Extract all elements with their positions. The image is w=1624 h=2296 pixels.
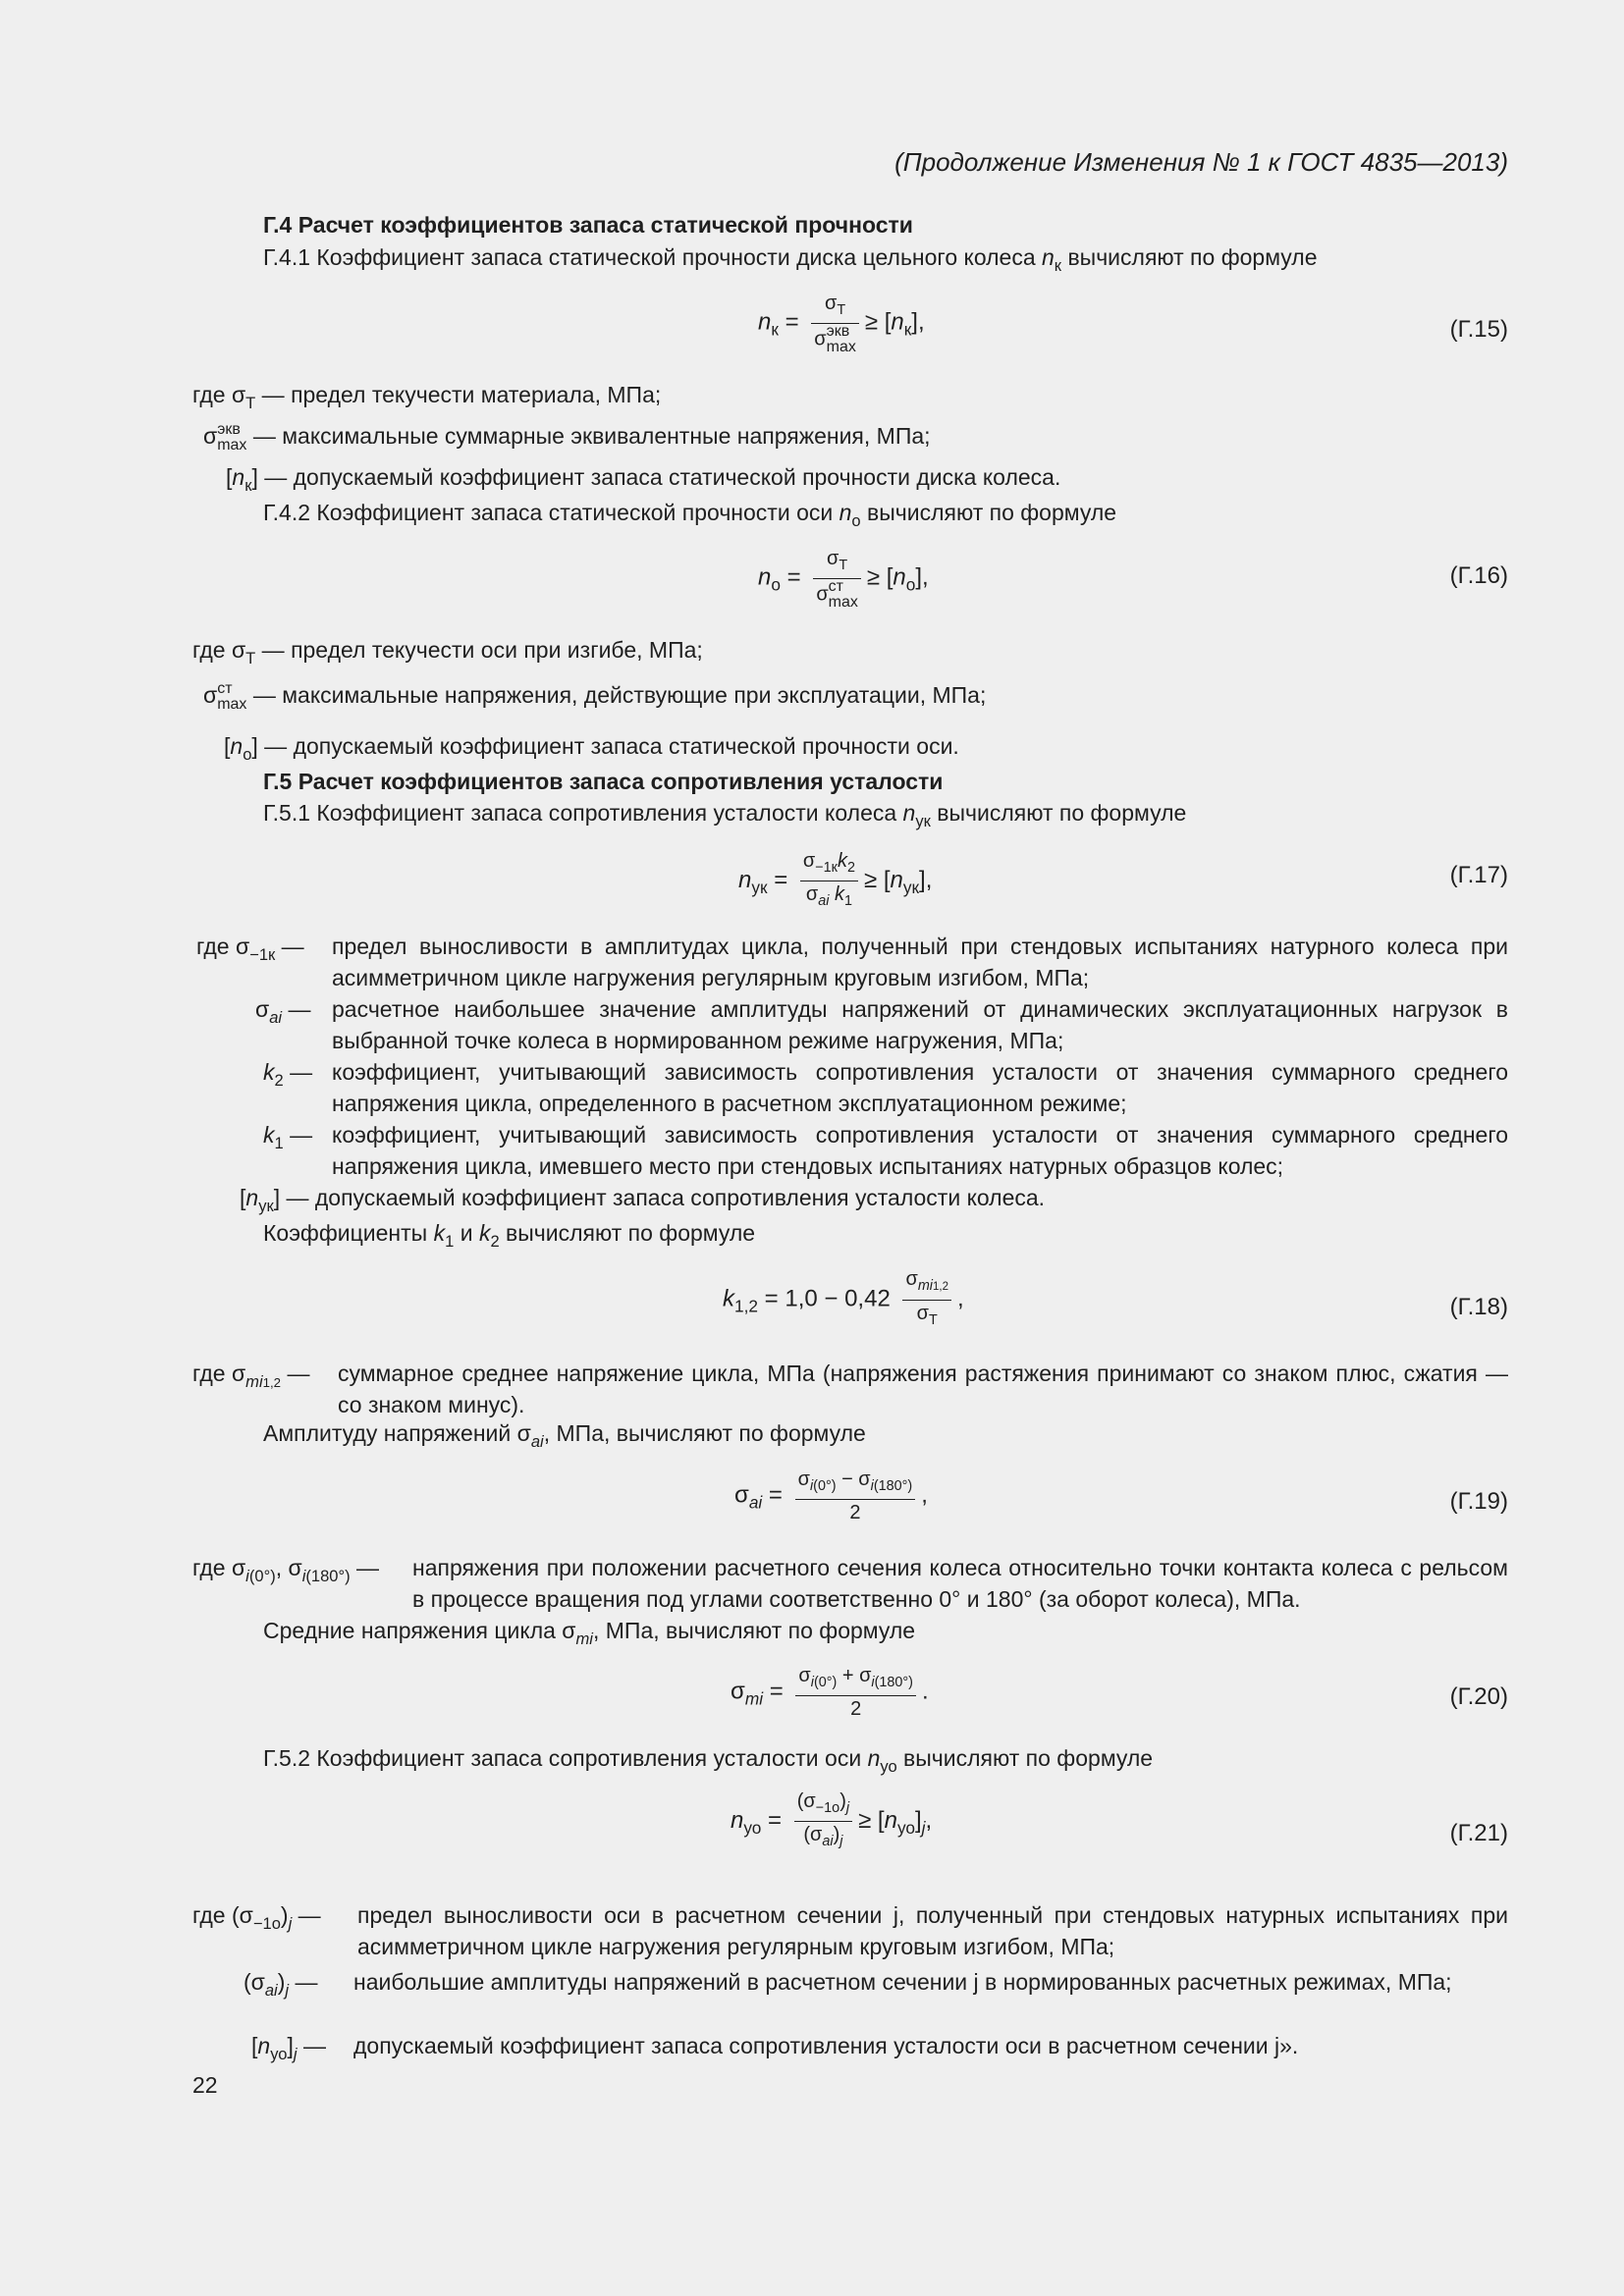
definition-sigma-ai: расчетное наибольшее значение амплитуды напряжений от динамических эксплуатационных нагрузок в выбранной точке колеса в нормированном режиме нагружения, МПа; [332,996,1508,1053]
definition-sigma-ai-j-label: $(\sigma_{ai})_j$ — [244,1969,318,2000]
definition-sigma-max-st: σ ст max — максимальные напряжения, действующие при эксплуатации, МПа; [203,679,987,713]
definition-nyo-label: $[n_{уо}]_j$ — [251,2033,326,2063]
equation-number-g16: (Г.16) [1449,562,1508,589]
paragraph-g52: Г.5.2 Коэффициент запаса сопротивления усталости оси $n_{уо}$ вычисляют по формуле [263,1745,1154,1776]
paragraph-mean-stress: Средние напряжения цикла $\sigma_{mi}$, МПа, вычисляют по формуле [263,1618,916,1648]
definition-sigma-ai-j: наибольшие амплитуды напряжений в расчетном сечении j в нормированных расчетных режимах, МПа; [353,1969,1452,1995]
equation-number-g18: (Г.18) [1449,1294,1508,1320]
definition-k1-label: $k_1$ — [263,1122,313,1152]
formula-g21: $n_{уо}$ = $\frac{(\sigma_{-1о})_j}{(\sigma_{ai})_j}$ ≥ $[n_{уо}]_j$, [731,1790,933,1850]
definition-nyo: допускаемый коэффициент запаса сопротивления усталости оси в расчетном сечении j». [353,2033,1299,2058]
section-g5-heading: Г.5 Расчет коэффициентов запаса сопротивления усталости [263,769,944,794]
definition-sigma-i: напряжения при положении расчетного сечения колеса относительно точки контакта колеса с рельсом в процессе вращения под углами соответственно 0° и 180° (за оборот колеса), МПа. [412,1555,1508,1612]
equation-number-g20: (Г.20) [1449,1683,1508,1710]
definition-sigma-t-axle: где $\sigma_Т$ — предел текучести оси при изгибе, МПа; [192,637,703,667]
section-g4-heading: Г.4 Расчет коэффициентов запаса статической прочности [263,212,913,238]
formula-g15: $n_к$ = $\sigma_Т$ σ экв max ≥ $[n_к]$, [758,293,925,356]
paragraph-g42: Г.4.2 Коэффициент запаса статической прочности оси $n_о$ вычисляют по формуле [263,500,1117,530]
definition-sigma-i-label: где $\sigma_{i(0^\circ)}$, $\sigma_{i(180^\circ)}$ — [192,1555,380,1585]
paragraph-g41: Г.4.1 Коэффициент запаса статической прочности диска цельного колеса $n_к$ вычисляют по формуле [263,244,1318,275]
formula-g19: $\sigma_{ai}$ = $\frac{\sigma_{i(0^\circ)} - \sigma_{i(180^\circ)}}{2}$ , [734,1468,928,1524]
page-number: 22 [192,2072,218,2098]
equation-number-g19: (Г.19) [1449,1488,1508,1515]
definition-nk: $[n_к]$ — допускаемый коэффициент запаса статической прочности диска колеса. [226,464,1061,495]
definition-sigma-t: где $\sigma_Т$ — предел текучести материала, МПа; [192,382,662,412]
definition-nuk: $[n_{ук}]$ — допускаемый коэффициент запаса сопротивления усталости колеса. [240,1185,1046,1215]
formula-g18: $k_{1,2} = 1,0 - 0,42$ $\frac{\sigma_{mi1,2}}{\sigma_Т}$ , [723,1268,964,1329]
equation-number-g15: (Г.15) [1449,316,1508,343]
page-header: (Продолжение Изменения № 1 к ГОСТ 4835—2013) [894,147,1508,177]
definition-sigma-mi: суммарное среднее напряжение цикла, МПа (напряжения растяжения принимают со знаком плюс, сжатия — со знаком минус). [338,1361,1508,1417]
formula-g17: $n_{ук}$ = $\frac{\sigma_{-1к}k_2}{\sigma_{ai} k_1}$ ≥ $[n_{ук}]$, [738,850,933,910]
definition-sigma-1k-label: где $\sigma_{-1к}$ — [196,934,304,964]
paragraph-k-coefficients: Коэффициенты $k_1$ и $k_2$ вычисляют по формуле [263,1220,756,1251]
definition-sigma-1o: предел выносливости оси в расчетном сечении j, полученный при стендовых натурных испытаниях при асимметричном цикле нагружения регулярным круговым изгибом, МПа; [357,1902,1508,1959]
definition-sigma-ai-label: $\sigma_{ai}$ — [255,996,311,1027]
paragraph-g51: Г.5.1 Коэффициент запаса сопротивления усталости колеса $n_{ук}$ вычисляют по формуле [263,800,1187,830]
definition-sigma-1k: предел выносливости в амплитудах цикла, полученный при стендовых испытаниях натурного колеса при асимметричном цикле нагружения регулярным круговым изгибом, МПа; [332,934,1508,990]
formula-g20: $\sigma_{mi}$ = $\frac{\sigma_{i(0^\circ)} + \sigma_{i(180^\circ)}}{2}$ . [731,1665,929,1721]
definition-sigma-max-ekv: σ экв max — максимальные суммарные эквивалентные напряжения, МПа; [203,420,931,454]
definition-no: $[n_о]$ — допускаемый коэффициент запаса статической прочности оси. [224,733,959,764]
paragraph-amplitude: Амплитуду напряжений $\sigma_{ai}$, МПа, вычисляют по формуле [263,1420,866,1451]
formula-g16: $n_о$ = $\sigma_Т$ σ ст max ≥ $[n_о]$, [758,548,929,612]
definition-sigma-1o-label: где $(\sigma_{-1о})_j$ — [192,1902,321,1933]
definition-k1: коэффициент, учитывающий зависимость сопротивления усталости от значения суммарного среднего напряжения цикла, имевшего место при стендовых испытаниях натурных образцов колес; [332,1122,1508,1179]
definition-k2: коэффициент, учитывающий зависимость сопротивления усталости от значения суммарного среднего напряжения цикла, определенного в расчетном эксплуатационном режиме; [332,1059,1508,1116]
equation-number-g17: (Г.17) [1449,862,1508,888]
definition-k2-label: $k_2$ — [263,1059,313,1090]
definition-sigma-mi-label: где $\sigma_{mi1,2}$ — [192,1361,310,1391]
equation-number-g21: (Г.21) [1449,1820,1508,1846]
